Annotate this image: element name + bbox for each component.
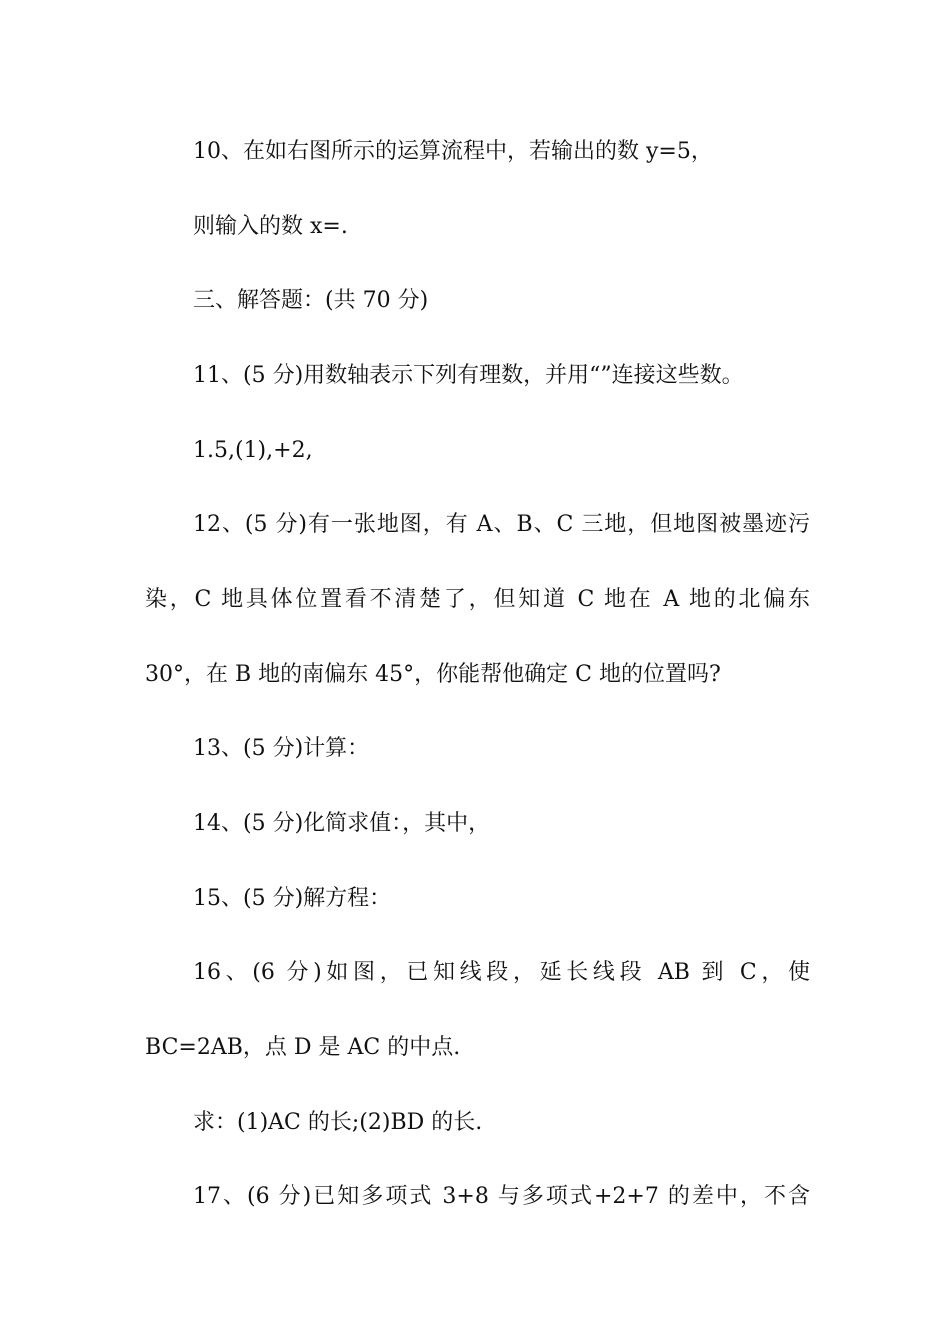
question-16-line-2: BC=2AB，点 D 是 AC 的中点. xyxy=(145,1035,461,1060)
question-15-line: 15、(5 分)解方程： xyxy=(193,886,392,911)
question-12-line-2: 染，C 地具体位置看不清楚了，但知道 C 地在 A 地的北偏东 xyxy=(145,587,810,612)
section-heading: 三、解答题：(共 70 分) xyxy=(193,288,429,313)
question-11-line-2: 1.5,(1),+2, xyxy=(193,438,313,463)
question-10-line-2: 则输入的数 x=. xyxy=(193,214,348,239)
question-10-line-1: 10、在如右图所示的运算流程中，若输出的数 y=5， xyxy=(193,139,713,164)
question-11-line-1: 11、(5 分)用数轴表示下列有理数，并用“”连接这些数。 xyxy=(193,363,744,388)
question-16-line-3: 求：(1)AC 的长;(2)BD 的长. xyxy=(193,1110,483,1135)
question-17-line-1: 17、(6 分)已知多项式 3+8 与多项式+2+7 的差中，不含 xyxy=(193,1184,810,1209)
question-13-line: 13、(5 分)计算： xyxy=(193,736,370,761)
question-12-line-3: 30°，在 B 地的南偏东 45°，你能帮他确定 C 地的位置吗? xyxy=(145,662,721,687)
question-16-line-1: 16、(6 分)如图，已知线段，延长线段 AB 到 C，使 xyxy=(193,960,810,985)
question-14-line: 14、(5 分)化简求值：，其中， xyxy=(193,811,491,836)
question-12-line-1: 12、(5 分)有一张地图，有 A、B、C 三地，但地图被墨迹污 xyxy=(193,512,810,537)
